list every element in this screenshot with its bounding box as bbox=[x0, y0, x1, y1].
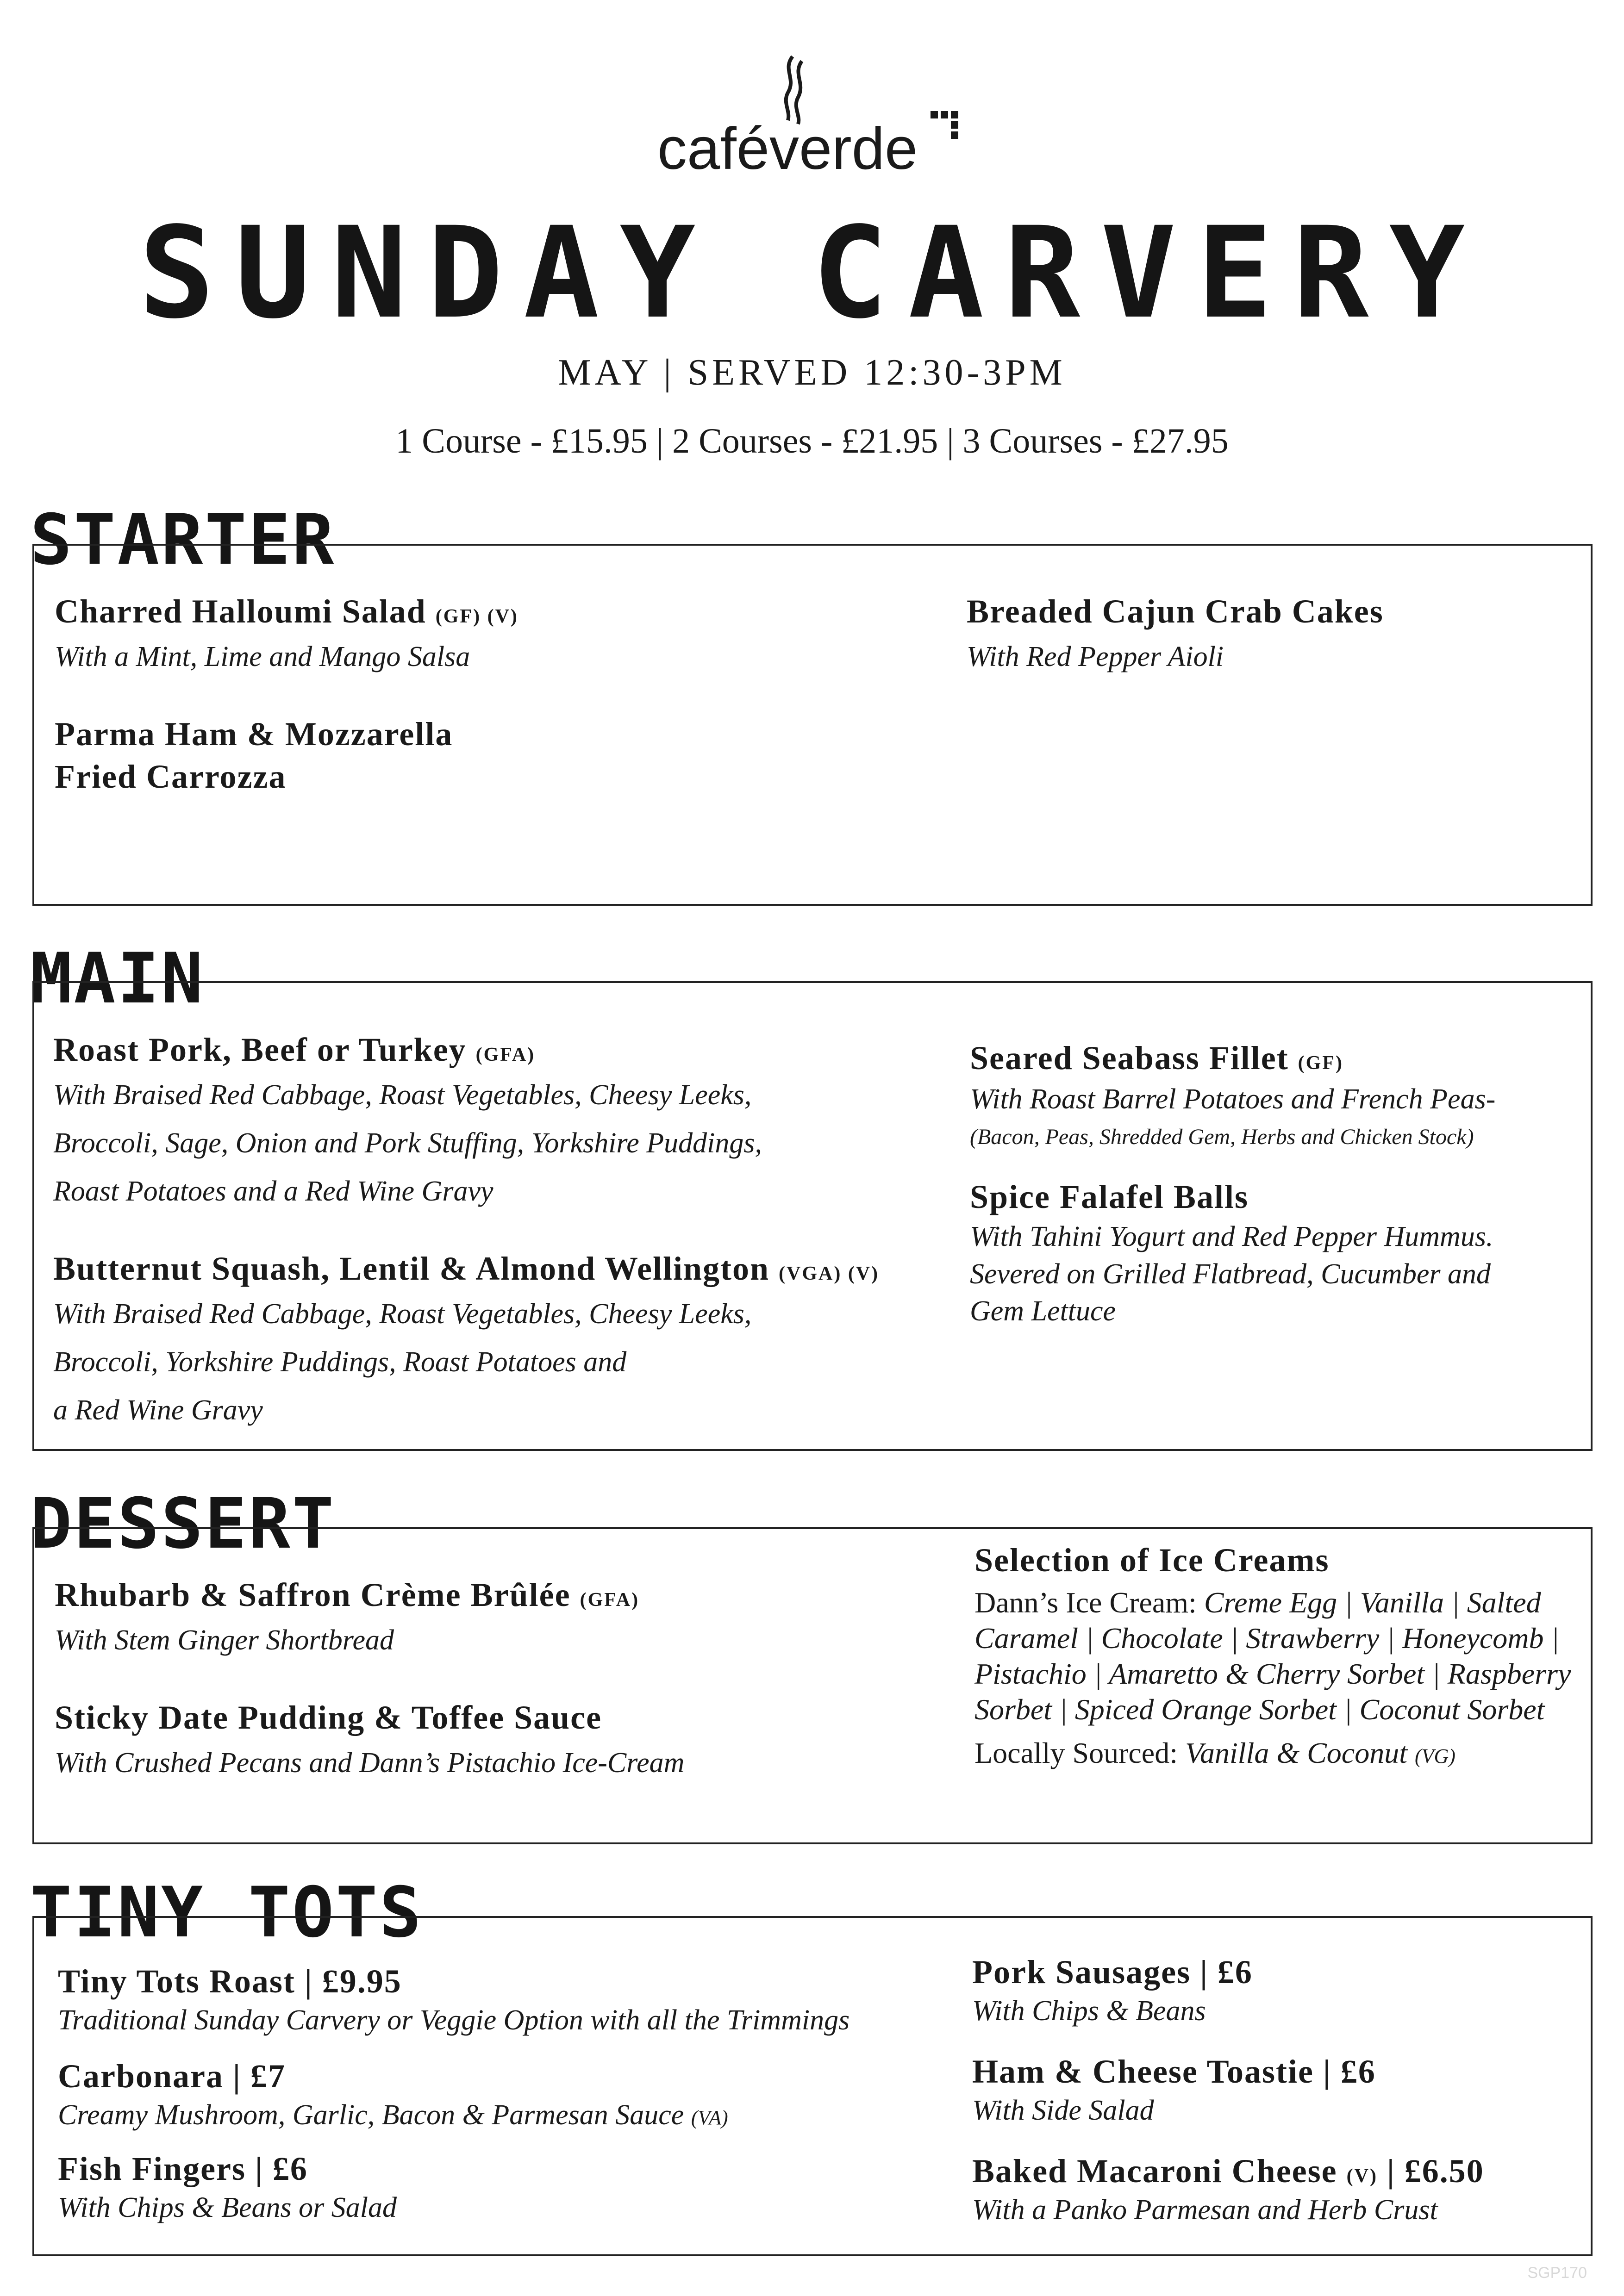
item-description: With a Mint, Lime and Mango Salsa bbox=[55, 641, 470, 673]
menu-item bbox=[972, 2150, 1484, 2228]
item-name: Fish Fingers | £6 bbox=[58, 2150, 308, 2187]
item-description: With Side Salad bbox=[972, 2095, 1154, 2127]
item-description: With Chips & Beans bbox=[972, 1995, 1206, 2027]
served-info: MAY | SERVED 12:30-3PM bbox=[558, 352, 1066, 393]
item-description: Creamy Mushroom, Garlic, Bacon & Parmesan Sauce bbox=[58, 2099, 684, 2131]
item-description-line: Severed on Grilled Flatbread, Cucumber and bbox=[970, 1258, 1491, 1290]
menu-item bbox=[967, 590, 1384, 681]
menu-item bbox=[58, 1960, 849, 2039]
dietary-tag: (V) bbox=[1346, 2165, 1378, 2187]
menu-item bbox=[55, 1696, 684, 1787]
item-name: Baked Macaroni Cheese bbox=[972, 2153, 1337, 2190]
menu-item bbox=[55, 713, 453, 798]
item-description: With Crushed Pecans and Dann’s Pistachio Ice-Cream bbox=[55, 1747, 685, 1779]
item-name: Ham & Cheese Toastie | £6 bbox=[972, 2053, 1376, 2090]
dietary-tag: (VA) bbox=[691, 2106, 728, 2129]
menu-item bbox=[58, 2055, 728, 2134]
flavour-list: Caramel | Chocolate | Strawberry | Honeycomb | bbox=[974, 1621, 1560, 1655]
steam-logo-icon bbox=[643, 51, 986, 180]
section-title-dessert: DESSERT bbox=[30, 1484, 336, 1564]
logo-text: caféverde bbox=[657, 116, 918, 180]
menu-item bbox=[58, 2147, 397, 2226]
menu-item bbox=[53, 1028, 762, 1216]
danns-label: Dann’s Ice Cream: bbox=[974, 1586, 1197, 1619]
local-label: Locally Sourced: bbox=[974, 1736, 1178, 1770]
flavour-list: Sorbet | Spiced Orange Sorbet | Coconut Sorbet bbox=[974, 1692, 1545, 1726]
item-name: Tiny Tots Roast | £9.95 bbox=[58, 1963, 402, 2000]
item-description-line: Roast Potatoes and a Red Wine Gravy bbox=[53, 1176, 493, 1207]
menu-item bbox=[55, 590, 518, 681]
item-description-line: With Braised Red Cabbage, Roast Vegetables, Cheesy Leeks, bbox=[53, 1298, 752, 1330]
dietary-tag: (VGA) (V) bbox=[779, 1263, 880, 1284]
menu-item bbox=[970, 1037, 1495, 1155]
item-name: Carbonara | £7 bbox=[58, 2058, 286, 2095]
item-name: Roast Pork, Beef or Turkey bbox=[53, 1031, 467, 1068]
dietary-tag: (GFA) bbox=[475, 1044, 536, 1065]
dietary-tag: (GF) (V) bbox=[435, 606, 518, 627]
menu-item bbox=[970, 1176, 1493, 1330]
item-name: Selection of Ice Creams bbox=[974, 1542, 1330, 1579]
item-description: Traditional Sunday Carvery or Veggie Option with all the Trimmings bbox=[58, 2004, 850, 2036]
dietary-tag: (GFA) bbox=[580, 1589, 640, 1611]
menu-item bbox=[972, 2050, 1376, 2129]
item-description-line: With Braised Red Cabbage, Roast Vegetables, Cheesy Leeks, bbox=[53, 1079, 752, 1111]
item-name: Butternut Squash, Lentil & Almond Wellington bbox=[53, 1250, 770, 1287]
item-name: Rhubarb & Saffron Crème Brûlée bbox=[55, 1576, 571, 1613]
item-description: With Roast Barrel Potatoes and French Peas- bbox=[970, 1083, 1496, 1115]
item-description: With Red Pepper Aioli bbox=[967, 641, 1224, 673]
section-title-starter: STARTER bbox=[30, 500, 336, 580]
item-price: | £6.50 bbox=[1387, 2153, 1484, 2190]
item-description: With Stem Ginger Shortbread bbox=[55, 1624, 394, 1656]
item-description-detail: (Bacon, Peas, Shredded Gem, Herbs and Chicken Stock) bbox=[970, 1124, 1474, 1149]
item-description-line: Broccoli, Yorkshire Puddings, Roast Potatoes and bbox=[53, 1346, 627, 1378]
item-description-line: Gem Lettuce bbox=[970, 1295, 1116, 1327]
item-name-continued: Fried Carrozza bbox=[55, 758, 287, 796]
section-title-tiny-tots: TINY TOTS bbox=[30, 1873, 423, 1953]
menu-item bbox=[55, 1574, 639, 1664]
course-prices: 1 Course - £15.95 | 2 Courses - £21.95 | 3 Courses - £27.95 bbox=[395, 422, 1229, 460]
item-name: Breaded Cajun Crab Cakes bbox=[967, 593, 1384, 630]
cafeverde-logo bbox=[643, 51, 986, 180]
item-name: Charred Halloumi Salad bbox=[55, 593, 426, 630]
item-description-line: Broccoli, Sage, Onion and Pork Stuffing, Yorkshire Puddings, bbox=[53, 1127, 762, 1159]
item-name: Spice Falafel Balls bbox=[970, 1178, 1249, 1215]
item-name: Sticky Date Pudding & Toffee Sauce bbox=[55, 1699, 602, 1736]
item-name: Pork Sausages | £6 bbox=[972, 1954, 1253, 1991]
flavour-list: Pistachio | Amaretto & Cherry Sorbet | Raspberry bbox=[974, 1657, 1571, 1690]
local-flavours: Vanilla & Coconut bbox=[1185, 1736, 1407, 1770]
section-title-main: MAIN bbox=[30, 939, 205, 1019]
item-description-line: a Red Wine Gravy bbox=[53, 1394, 263, 1426]
item-name: Parma Ham & Mozzarella bbox=[55, 716, 453, 753]
ice-cream-selection bbox=[974, 1539, 1571, 1771]
item-description: With Chips & Beans or Salad bbox=[58, 2192, 397, 2224]
item-name: Seared Seabass Fillet bbox=[970, 1039, 1289, 1076]
dietary-tag: (GF) bbox=[1298, 1052, 1343, 1074]
item-description: With a Panko Parmesan and Herb Crust bbox=[972, 2194, 1438, 2226]
dietary-tag: (VG) bbox=[1414, 1745, 1455, 1768]
item-description-line: With Tahini Yogurt and Red Pepper Hummus. bbox=[970, 1221, 1493, 1253]
menu-item bbox=[53, 1247, 879, 1435]
page-title: SUNDAY CARVERY bbox=[138, 200, 1486, 347]
print-code: SGP170 bbox=[1527, 2264, 1587, 2282]
flavour-list: Creme Egg | Vanilla | Salted bbox=[1204, 1586, 1541, 1619]
menu-item bbox=[972, 1951, 1253, 2029]
